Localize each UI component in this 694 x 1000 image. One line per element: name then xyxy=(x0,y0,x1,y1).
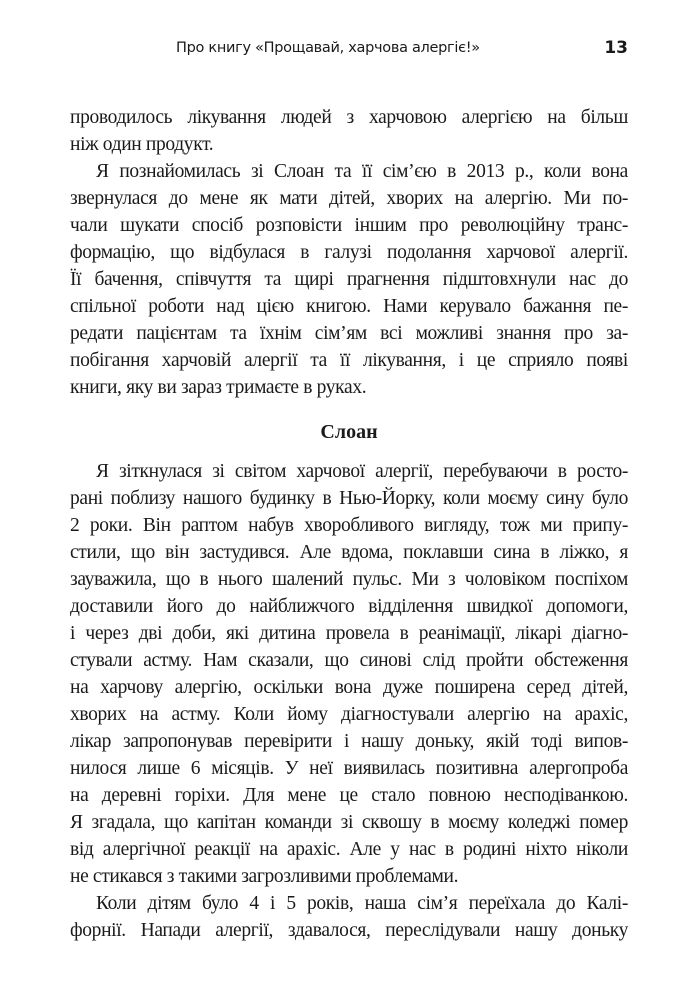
text-line: на харчову алергію, оскільки вона дуже поширена серед дітей, xyxy=(70,677,628,698)
text-line: Я зіткнулася зі світом харчової алергії, перебуваючи в росто- xyxy=(96,461,628,482)
text-line: форнії. Напади алергії, здавалося, переслідували нашу доньку xyxy=(70,920,628,941)
sloan-text xyxy=(70,458,628,944)
text-line: Її бачення, співчуття та щирі прагнення підштовхнули нас до xyxy=(70,269,628,290)
text-line: рані поблизу нашого будинку в Нью-Йорку, коли моєму сину було xyxy=(70,488,628,509)
text-line: доставили його до найближчого відділення швидкої допомоги, xyxy=(70,596,628,617)
text-line: формацію, що відбулася в галузі подолання харчової алергії. xyxy=(70,242,628,263)
text-line: 2 роки. Він раптом набув хворобливого вигляду, тож ми припу- xyxy=(70,515,628,536)
text-line: лікар запропонував перевірити і нашу доньку, якій тоді випов- xyxy=(70,731,628,752)
text-line: хворих на астму. Коли йому діагностували алергію на арахіс, xyxy=(70,704,628,725)
text-line: проводилось лікування людей з харчовою алергією на більш xyxy=(70,107,628,128)
text-line: Я познайомилась зі Слоан та її сім’єю в 2013 р., коли вона xyxy=(96,161,628,182)
text-line: редати пацієнтам та їхнім сім’ям всі можливі знання про за- xyxy=(70,323,628,344)
text-line: і через дві доби, які дитина провела в реанімації, лікарі діагно- xyxy=(70,623,628,644)
text-line: звернулася до мене як мати дітей, хворих на алергію. Ми по- xyxy=(70,188,628,209)
text-line: на деревні горіхи. Для мене це стало повною несподіванкою. xyxy=(70,785,628,806)
text-line: стували астму. Нам сказали, що синові слід пройти обстеження xyxy=(70,650,628,671)
text-line: не стикався з такими загрозливими проблемами. xyxy=(70,866,459,887)
intro-text xyxy=(70,104,628,401)
text-line: спільної роботи над цією книгою. Нами керувало бажання пе- xyxy=(70,296,628,317)
text-line: нилося лише 6 місяців. У неї виявилась позитивна алергопроба xyxy=(70,758,628,779)
running-header-title: Про книгу «Прощавай, харчова алергіє!» xyxy=(176,40,480,56)
text-line: ніж один продукт. xyxy=(70,134,214,155)
section-heading: Слоан xyxy=(320,421,378,443)
running-header xyxy=(70,38,628,62)
text-line: книги, яку ви зараз тримаєте в руках. xyxy=(70,377,367,398)
text-line: чали шукати спосіб розповісти іншим про революційну транс- xyxy=(70,215,628,236)
text-line: Коли дітям було 4 і 5 років, наша сім’я переїхала до Калі- xyxy=(96,893,628,914)
text-line: стили, що він застудився. Але вдома, поклавши сина в ліжко, я xyxy=(70,542,628,563)
text-line: зауважила, що в нього шалений пульс. Ми з чоловіком поспіхом xyxy=(70,569,628,590)
text-line: побігання харчовій алергії та її лікування, і це сприяло появі xyxy=(70,350,628,371)
text-line: від алергічної реакції на арахіс. Але у нас в родині ніхто ніколи xyxy=(70,839,628,860)
page-number: 13 xyxy=(604,38,628,58)
text-line: Я згадала, що капітан команди зі сквошу в моєму коледжі помер xyxy=(70,812,628,833)
